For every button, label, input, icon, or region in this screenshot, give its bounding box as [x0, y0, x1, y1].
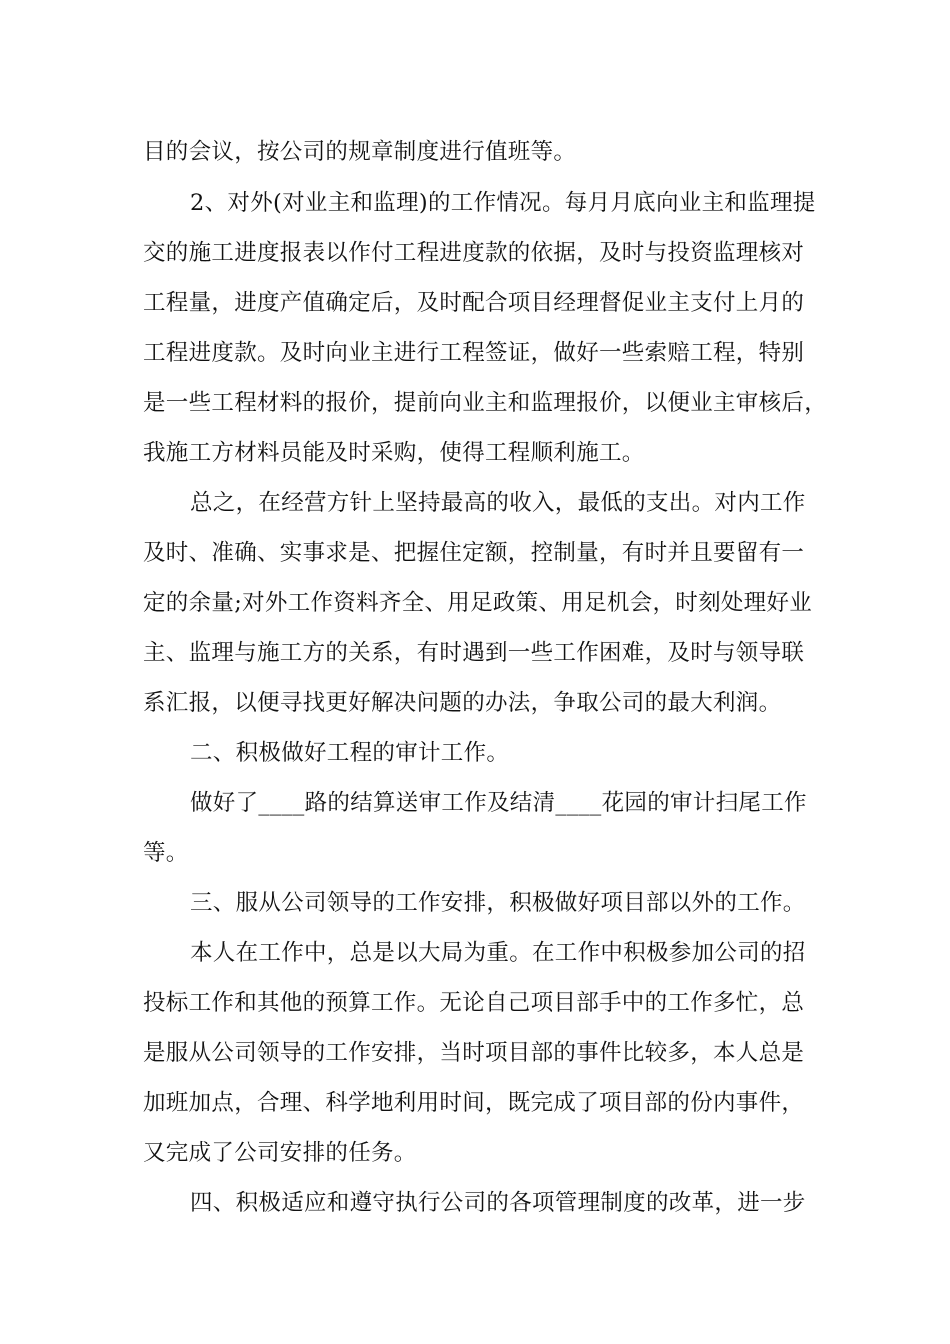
body-line: 加班加点，合理、科学地利用时间，既完成了项目部的份内事件， [143, 1090, 805, 1116]
body-line: 工程进度款。及时向业主进行工程签证，做好一些索赔工程，特别 [143, 340, 805, 366]
body-line: 是服从公司领导的工作安排，当时项目部的事件比较多，本人总是 [143, 1040, 805, 1066]
body-line: 我施工方材料员能及时采购，使得工程顺利施工。 [143, 440, 645, 466]
body-line: 系汇报，以便寻找更好解决问题的办法，争取公司的最大利润。 [143, 690, 782, 716]
body-line: 投标工作和其他的预算工作。无论自己项目部手中的工作多忙，总 [143, 990, 805, 1016]
body-line: 定的余量;对外工作资料齐全、用足政策、用足机会，时刻处理好业 [143, 590, 813, 616]
body-line: 交的施工进度报表以作付工程进度款的依据，及时与投资监理核对 [143, 240, 805, 266]
paragraph-first-line: 本人在工作中，总是以大局为重。在工作中积极参加公司的招 [190, 940, 806, 966]
paragraph-first-line: 做好了____路的结算送审工作及结清____花园的审计扫尾工作 [190, 790, 807, 816]
body-line: 是一些工程材料的报价，提前向业主和监理报价，以便业主审核后， [143, 390, 828, 416]
section-heading: 四、积极适应和遵守执行公司的各项管理制度的改革，进一步 [190, 1190, 806, 1216]
body-line: 目的会议，按公司的规章制度进行值班等。 [143, 139, 577, 165]
section-heading: 三、服从公司领导的工作安排，积极做好项目部以外的工作。 [190, 890, 806, 916]
body-line: 及时、准确、实事求是、把握住定额，控制量，有时并且要留有一 [143, 540, 805, 566]
paragraph-first-line: 总之，在经营方针上坚持最高的收入，最低的支出。对内工作 [190, 490, 806, 516]
body-line: 又完成了公司安排的任务。 [143, 1140, 417, 1166]
body-line: 等。 [143, 840, 189, 866]
section-heading: 二、积极做好工程的审计工作。 [190, 740, 510, 766]
body-line: 工程量，进度产值确定后，及时配合项目经理督促业主支付上月的 [143, 290, 805, 316]
body-line: 主、监理与施工方的关系，有时遇到一些工作困难，及时与领导联 [143, 640, 805, 666]
paragraph-first-line: 2、对外(对业主和监理)的工作情况。每月月底向业主和监理提 [190, 190, 816, 216]
